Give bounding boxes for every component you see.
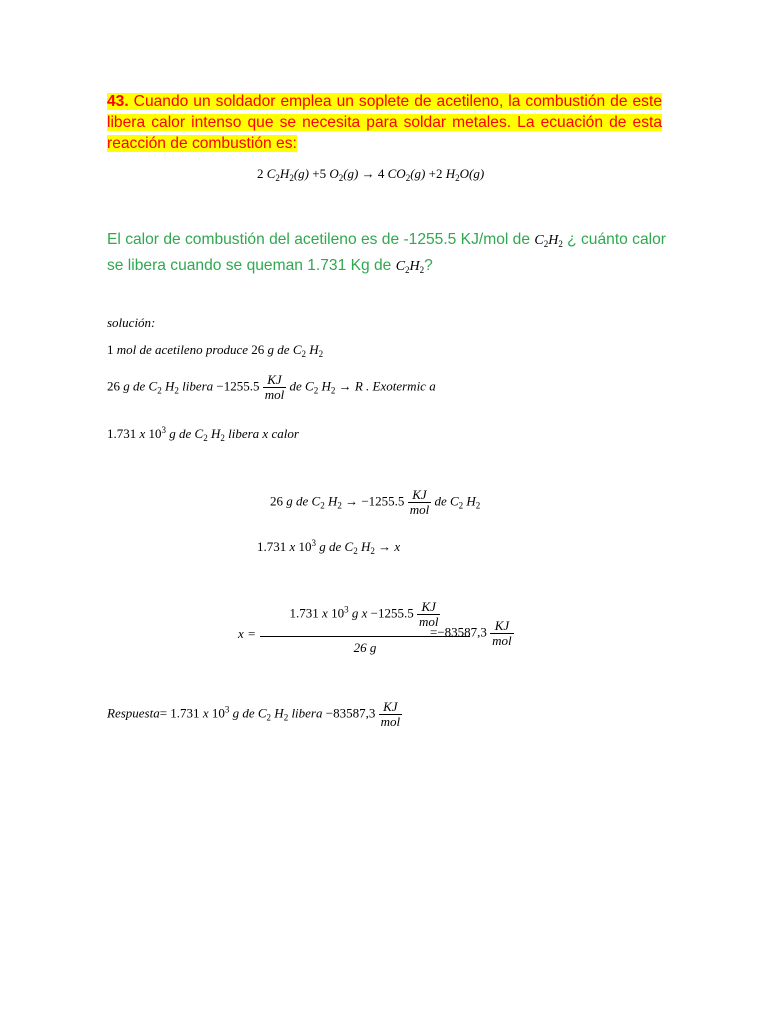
problem-statement <box>107 91 662 154</box>
reaction-equation: 2 $C_2H_2(g) +5$ $O_2(g) \to 4$ $CO_2(g) +2$ $H_2O(g)$ <box>257 166 485 183</box>
solution-line-4: 26 g de $C_2$ $H_2 \to -1255.5$ $\frac{KJ}{\text{mol}}$ de $C_2$ $H_2$ <box>270 487 481 517</box>
solution-label: solución: <box>107 315 156 330</box>
solution-line-5: 1.731 x $10^3$ g de $C_2$ $H_2 \to x$ <box>257 538 401 556</box>
formula-c2h2: $C_2H_2$ <box>395 259 425 275</box>
solution-line-2: 26 g de $C_2$ $H_2$ libera −1255.5 $\frac{KJ}{\text{mol}}$ de $C_2$ $H_2 \to R$ . Exotermic a <box>107 372 436 402</box>
problem-text: Cuando un soldador emplea un soplete de acetileno, la combustión de este libera calor intenso que se necesita para soldar metales. La ecuación de esta reacción de combustión es: <box>107 93 662 152</box>
answer-line: Respuesta= 1.731 x $10^3$ g de $C_2$ $H_2$ libera −83587,3 $\frac{KJ}{\text{mol}}$ <box>107 699 401 729</box>
solution-line-1: 1 mol de acetileno produce 26 g de $C_2$ $H_2$ <box>107 342 324 359</box>
solution-line-3: 1.731 x $10^3$ g de $C_2$ $H_2$ libera x calor <box>107 425 299 443</box>
formula-c2h2: $C_2H_2$ <box>534 233 563 249</box>
problem-number: 43. <box>107 93 129 110</box>
question-text: El calor de combustión del acetileno es de -1255.5 KJ/mol de $C_2H_2$ ¿ cuánto calor se libera cuando se queman 1.731 Kg de $C_2H_2$? <box>107 231 666 275</box>
